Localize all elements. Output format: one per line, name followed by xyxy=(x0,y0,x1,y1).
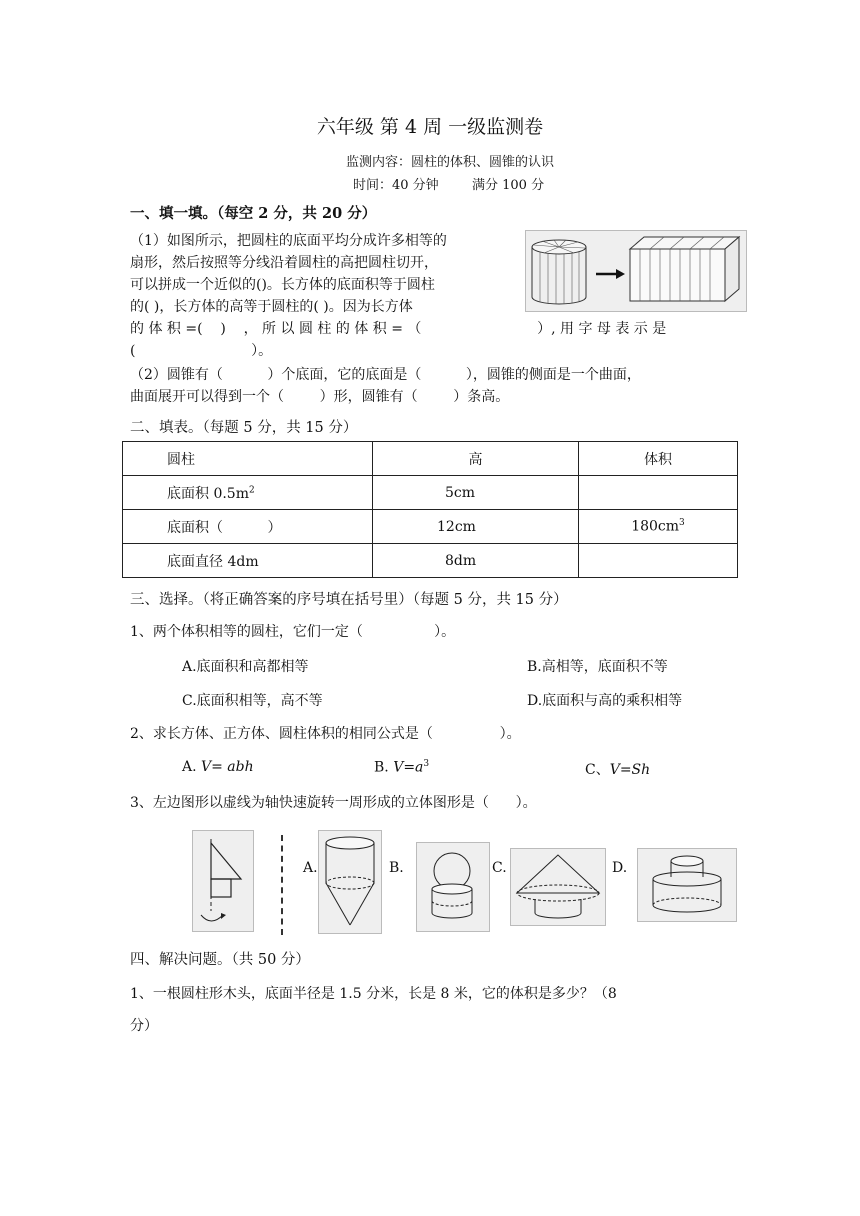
page-title: 六年级 第 4 周 一级监测卷 xyxy=(316,116,544,138)
s3-q2-option-b[interactable] xyxy=(374,759,429,776)
table-cell: 12cm xyxy=(373,510,579,544)
s3-q2-option-a[interactable] xyxy=(182,759,254,775)
cylinder-cone-drawing xyxy=(319,831,381,933)
s3-q1: 1、两个体积相等的圆柱，它们一定（ ）。 xyxy=(130,624,456,640)
table-row xyxy=(123,510,738,544)
table-cell xyxy=(579,510,738,544)
s3-q1-option-c[interactable]: C.底面积相等，高不等 xyxy=(182,693,323,709)
cell-text: 180cm xyxy=(631,518,680,535)
answer-cell[interactable] xyxy=(123,510,373,544)
monitor-content: 监测内容：圆柱的体积、圆锥的认识 xyxy=(345,155,554,170)
divider-dashed xyxy=(281,835,283,935)
s1-q1-line-5: 的 体 积 =( ) ， 所 以 圆 柱 的 体 积 = （ ）, 用 字 母 表 示 是 xyxy=(130,321,667,337)
section4-heading: 四、解决问题。（共 50 分） xyxy=(130,952,310,968)
table-row xyxy=(123,544,738,578)
s1-q1-line: 可以拼成一个近似的()。长方体的底面积等于圆柱 xyxy=(130,277,435,293)
full-score: 满分 100 分 xyxy=(472,178,545,193)
cylinder-volume-table xyxy=(122,441,738,578)
cylinder-to-cuboid-drawing xyxy=(526,231,746,311)
option-a-figure[interactable] xyxy=(318,830,382,934)
s1-q1-text xyxy=(130,230,514,318)
q3-label-b[interactable]: B. xyxy=(389,860,404,876)
q3-label-d[interactable]: D. xyxy=(612,860,628,876)
cell-text: 底面积（ ） xyxy=(167,519,282,536)
cell-text: 底面积 0.5m xyxy=(167,485,249,502)
answer-cell[interactable] xyxy=(579,476,738,510)
option-prefix: B. xyxy=(374,759,394,776)
table-header-cell: 高 xyxy=(373,442,579,476)
section1-heading: 一、填一填。（每空 2 分，共 20 分） xyxy=(130,205,377,222)
q3-label-a[interactable]: A. xyxy=(303,860,318,876)
s1-q2-line-2: 曲面展开可以得到一个（ ）形，圆锥有（ ）条高。 xyxy=(130,389,510,405)
table-header-cell: 圆柱 xyxy=(123,442,373,476)
table-header-cell: 体积 xyxy=(579,442,738,476)
rotation-shape-figure xyxy=(192,830,254,932)
formula: V= abh xyxy=(201,759,254,775)
table-cell: 5cm xyxy=(373,476,579,510)
formula: V=a xyxy=(393,759,424,776)
s3-q2: 2、求长方体、正方体、圆柱体积的相同公式是（ ）。 xyxy=(130,726,521,742)
cell-sup: 2 xyxy=(249,484,255,495)
option-c-figure[interactable] xyxy=(510,848,606,926)
formula-sup: 3 xyxy=(423,759,430,769)
s4-q1-line-2: 分） xyxy=(130,1018,158,1034)
cell-sup: 3 xyxy=(679,518,685,529)
table-cell: 底面直径 4dm xyxy=(123,544,373,578)
s4-q1-line-1: 1、一根圆柱形木头，底面半径是 1.5 分米，长是 8 米，它的体积是多少？（8 xyxy=(130,986,617,1002)
table-cell xyxy=(123,476,373,510)
s1-q1-line: （1）如图所示，把圆柱的底面平均分成许多相等的 xyxy=(130,233,447,249)
s1-q1-line: 的( )，长方体的高等于圆柱的( )。因为长方体 xyxy=(130,299,413,315)
q3-label-c[interactable]: C. xyxy=(492,860,507,876)
formula: V=Sh xyxy=(609,762,651,778)
rotation-shape-drawing xyxy=(193,831,253,931)
table-header-row xyxy=(123,442,738,476)
option-b-figure[interactable] xyxy=(416,842,490,932)
s3-q2-option-c[interactable] xyxy=(585,759,650,779)
option-prefix: C、 xyxy=(585,762,610,778)
time-limit: 时间：40 分钟 xyxy=(353,178,439,193)
s3-q1-option-a[interactable]: A.底面积和高都相等 xyxy=(182,659,309,675)
section3-heading: 三、选择。（将正确答案的序号填在括号里）（每题 5 分，共 15 分） xyxy=(130,592,568,608)
table-row xyxy=(123,476,738,510)
option-prefix: A. xyxy=(182,759,202,775)
sphere-cylinder-drawing xyxy=(417,843,489,931)
s1-q2-line-1: （2）圆锥有（ ）个底面，它的底面是（ ），圆锥的侧面是一个曲面， xyxy=(130,367,641,383)
s1-q1-line: 扇形，然后按照等分线沿着圆柱的高把圆柱切开， xyxy=(130,255,438,271)
s1-q1-line-6: ( ）。 xyxy=(130,343,273,359)
answer-cell[interactable] xyxy=(579,544,738,578)
cylinder-to-cuboid-figure xyxy=(525,230,747,312)
s3-q3: 3、左边图形以虚线为轴快速旋转一周形成的立体图形是（ ）。 xyxy=(130,795,537,811)
s3-q1-option-b[interactable]: B.高相等，底面积不等 xyxy=(527,659,668,675)
cone-cylinder-drawing xyxy=(511,849,605,925)
table-cell: 8dm xyxy=(373,544,579,578)
stacked-cylinders-drawing xyxy=(638,849,736,921)
option-d-figure[interactable] xyxy=(637,848,737,922)
section2-heading: 二、填表。（每题 5 分，共 15 分） xyxy=(130,420,358,436)
s3-q1-option-d[interactable]: D.底面积与高的乘积相等 xyxy=(527,693,683,709)
